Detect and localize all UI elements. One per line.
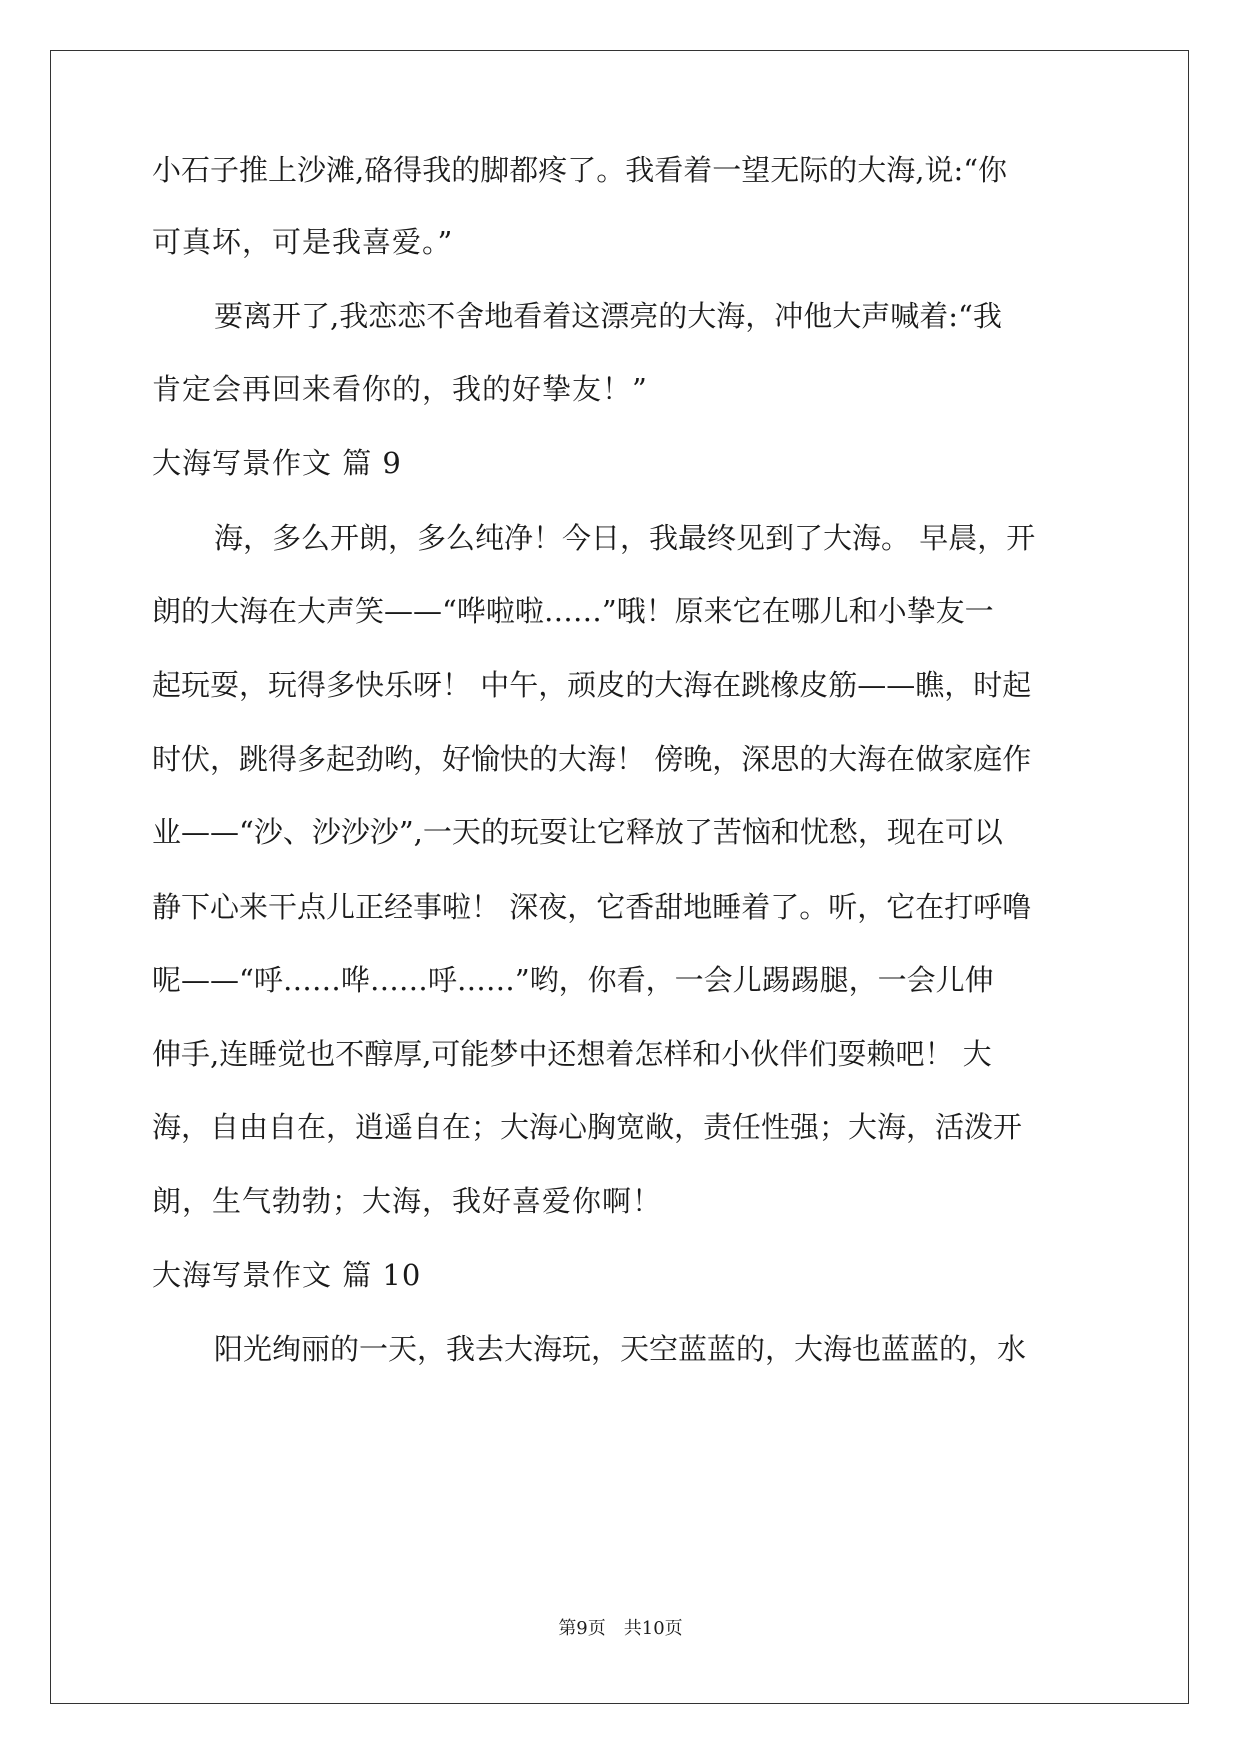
paragraph-line: 海，自由自在，逍遥自在；大海心胸宽敞，责任性强；大海，活泼开 [152, 1110, 1023, 1144]
paragraph-line: 静下心来干点儿正经事啦！ 深夜，它香甜地睡着了。听，它在打呼噜 [152, 890, 1032, 924]
paragraph-line: 业——“沙、沙沙沙”,一天的玩耍让它释放了苦恼和忧愁，现在可以 [152, 815, 1003, 849]
paragraph-line: 肯定会再回来看你的，我的好挚友！” [152, 372, 648, 406]
section-heading: 大海写景作文 篇 9 [152, 446, 402, 480]
paragraph-line: 朗，生气勃勃；大海，我好喜爱你啊！ [152, 1184, 663, 1218]
paragraph-line: 阳光绚丽的一天，我去大海玩，天空蓝蓝的，大海也蓝蓝的，水 [214, 1332, 1027, 1366]
section-heading: 大海写景作文 篇 10 [152, 1258, 422, 1292]
paragraph-line: 呢——“呼……哗……呼……”哟，你看，一会儿踢踢腿，一会儿伸 [152, 963, 994, 997]
paragraph-line: 要离开了,我恋恋不舍地看着这漂亮的大海，冲他大声喊着:“我 [214, 299, 1002, 333]
page-number-footer: 第9页 共10页 [558, 1618, 683, 1639]
paragraph-line: 朗的大海在大声笑——“哗啦啦……”哦！原来它在哪儿和小挚友一 [152, 594, 994, 628]
paragraph-line: 小石子推上沙滩,硌得我的脚都疼了。我看着一望无际的大海,说:“你 [152, 153, 1008, 187]
paragraph-line: 伸手,连睡觉也不醇厚,可能梦中还想着怎样和小伙伴们耍赖吧！ 大 [152, 1037, 992, 1071]
paragraph-line: 时伏，跳得多起劲哟，好愉快的大海！ 傍晚，深思的大海在做家庭作 [152, 742, 1032, 776]
paragraph-line: 起玩耍，玩得多快乐呀！ 中午，顽皮的大海在跳橡皮筋——瞧，时起 [152, 668, 1032, 702]
paragraph-line: 海，多么开朗，多么纯净！今日，我最终见到了大海。 早晨，开 [214, 521, 1036, 555]
paragraph-line: 可真坏，可是我喜爱。” [152, 225, 454, 259]
